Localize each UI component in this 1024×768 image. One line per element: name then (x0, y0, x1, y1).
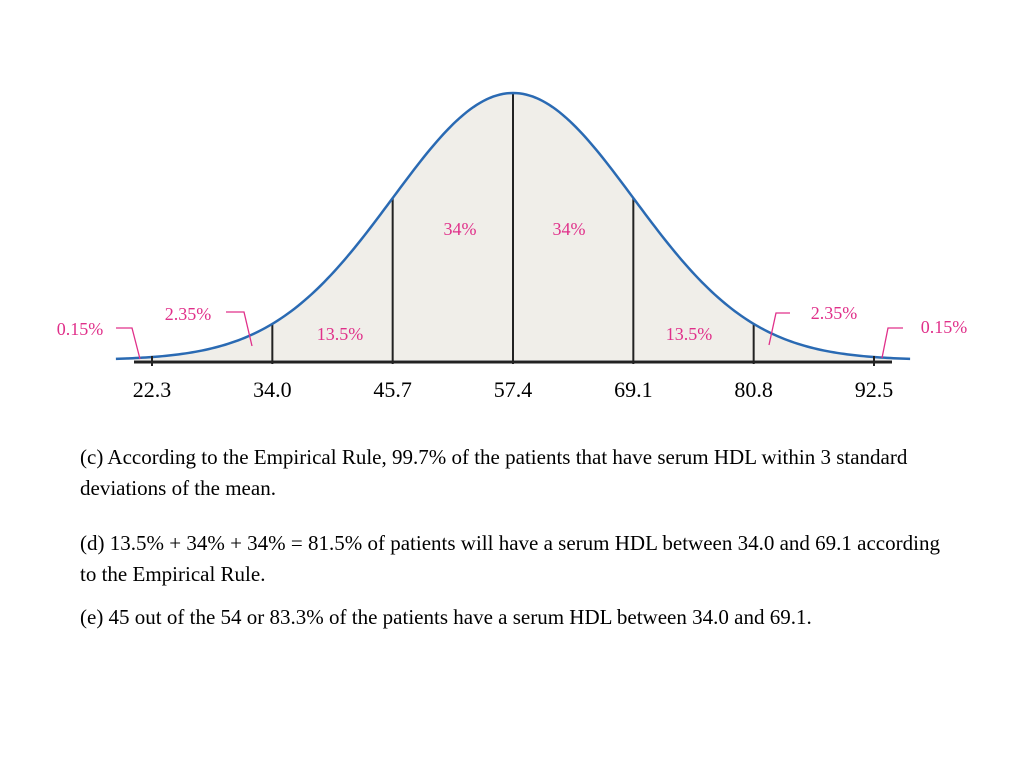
x-tick-label: 57.4 (493, 377, 533, 402)
paragraph-d: (d) 13.5% + 34% + 34% = 81.5% of patients will have a serum HDL between 34.0 and 69.1 according to the Empirical Rule. (80, 531, 940, 586)
x-axis-tick-labels (133, 377, 894, 402)
region-label: 2.35% (164, 304, 212, 324)
region-label: 34% (443, 219, 477, 239)
paragraph-c: (c) According to the Empirical Rule, 99.7% of the patients that have serum HDL within 3 standard deviations of the mean. (80, 445, 908, 500)
x-tick-label: 92.5 (854, 377, 894, 402)
region-label: 0.15% (920, 317, 968, 337)
x-tick-label: 22.3 (132, 377, 172, 402)
region-label: 13.5% (316, 324, 364, 344)
x-tick-label: 69.1 (614, 377, 653, 402)
leader-line (882, 328, 903, 358)
x-tick-label: 45.7 (373, 377, 412, 402)
paragraph-e: (e) 45 out of the 54 or 83.3% of the patients have a serum HDL between 34.0 and 69.1. (80, 605, 812, 629)
x-tick-label: 34.0 (253, 377, 292, 402)
region-label: 34% (552, 219, 586, 239)
region-label: 0.15% (56, 319, 104, 339)
leader-line (116, 328, 140, 359)
x-tick-label: 80.8 (734, 377, 773, 402)
region-label: 2.35% (810, 303, 858, 323)
region-label: 13.5% (665, 324, 713, 344)
